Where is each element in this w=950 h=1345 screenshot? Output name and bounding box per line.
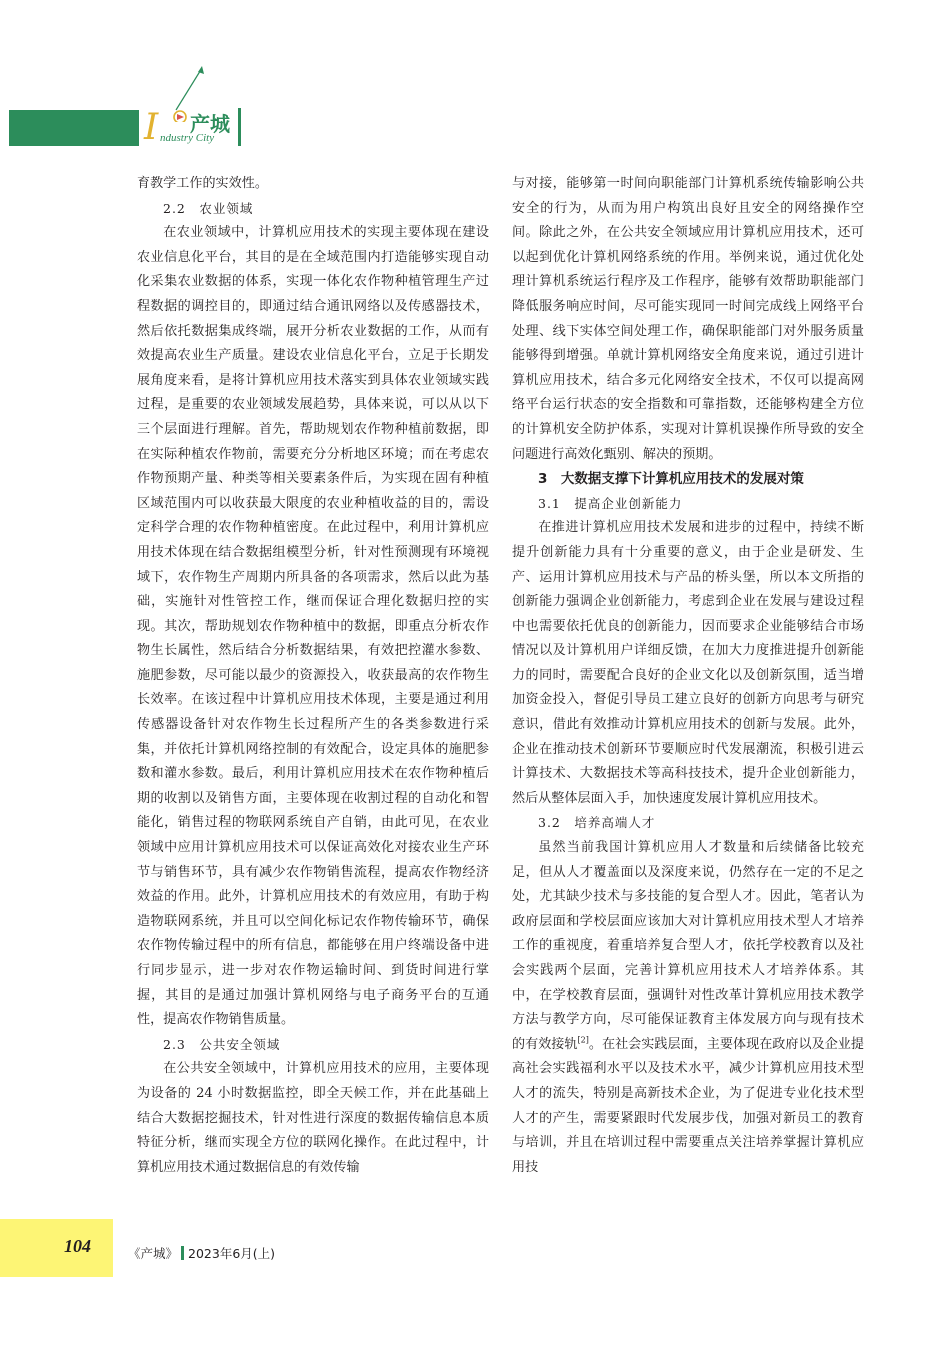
page-number-tab — [0, 1219, 113, 1277]
paragraph-text-continued: 。在社会实践层面，主要体现在政府以及企业提高社会实践福利水平以及技术水平，减少计算机应用技术型人才的流失，特别是高新技术企业，为了促进专业化技术型人才的产生，需要紧跟时代发展步伐，加强对新员工的教育与培训，并且在培训过程中需要重点关注培养掌握计算机应用技 — [512, 1036, 865, 1175]
footer-issue: 2023年6月(上) — [188, 1246, 276, 1261]
paragraph — [137, 1057, 489, 1180]
paragraph — [512, 836, 864, 1180]
subsection-heading: 2.3 公共安全领域 — [163, 1036, 281, 1052]
header-color-bar — [9, 110, 139, 146]
paragraph — [512, 516, 864, 811]
footer-divider — [181, 1246, 184, 1260]
right-text-column — [512, 172, 864, 1180]
subsection-heading: 3.2 培养高端人才 — [538, 815, 656, 831]
logo-letter: I — [144, 107, 159, 148]
left-text-column — [137, 172, 489, 1180]
logo-title-cn: 产城 — [190, 112, 230, 136]
paragraph — [137, 172, 489, 197]
section-heading: 3 大数据支撑下计算机应用技术的发展对策 — [538, 471, 804, 488]
paragraph — [512, 172, 864, 467]
paragraph-text: 与对接，能够第一时间向职能部门计算机系统传输影响公共安全的行为，从而为用户构筑出良好且安全的网络操作空间。除此之外，在公共安全领域应用计算机应用技术，还可以起到优化计算机网络系统的作用。举例来说，通过优化处理计算机系统运行程序及工作程序，能够有效帮助职能部门降低服务响应时间，尽可能实现同一时间完成线上网络平台处理、线下实体空间处理工作，确保职能部门对外服务质量能够得到增强。单就计算机网络安全角度来说，通过引进计算机应用技术，结合多元化网络安全技术，不仅可以提高网络平台运行状态的安全指数和可靠指数，还能够构建全方位的计算机安全防护体系，实现对计算机误操作所导致的安全问题进行高效化甄别、解决的预期。 — [512, 176, 864, 462]
footer-journal-info — [128, 1244, 275, 1262]
footer-journal: 《产城》 — [128, 1246, 179, 1261]
paragraph-text: 虽然当前我国计算机应用人才数量和后续储备比较充足，但从人才覆盖面以及深度来说，仍然存在一定的不足之处，尤其缺少技术与多技能的复合型人才。因此，笔者认为政府层面和学校层面应该加大对计算机应用技术型人才培养工作的重视度，着重培养复合型人才，依托学校教育以及社会实践两个层面，完善计算机应用技术人才培养体系。其中，在学校教育层面，强调针对性改革计算机应用技术教学方法与教学方向，尽可能保证教育主体发展方向与现有技术的有效接轨 — [512, 840, 864, 1052]
paragraph-text: 在农业领域中，计算机应用技术的实现主要体现在建设农业信息化平台，其目的是在全域范围内打造能够实现自动化采集农业数据的体系，实现一体化农作物种植管理生产过程数据的调控目的，即通过结合通讯网络以及传感器技术，然后依托数据集成终端，展开分析农业数据的工作，从而有效提高农业生产质量。建设农业信息化平台，立足于长期发展角度来看，是将计算机应用技术落实到具体农业领域实践过程，是重要的农业领域发展趋势，具体来说，可以从以下三个层面进行理解。首先，帮助规划农作物种植前数据，即在实际种植农作物前，需要充分分析地区环境；而在考虑农作物预期产量、种类等相关要素条件后，为实现在固有种植区域范围内可以收获最大限度的农业种植收益的目的，需设定科学合理的农作物种植密度。在此过程中，利用计算机应用技术体现在结合数据组模型分析，针对性预测现有环境视域下，农作物生产周期内所具备的各项需求，然后以此为基础，实施针对性管控工作，继而保证合理化数据归控的实现。其次，帮助规划农作物种植中的数据，即重点分析农作物生长属性，然后结合分析数据结果，有效把控灌水参数、施肥参数，尽可能以最少的资源投入，收获最高的农作物生长效率。在该过程中计算机应用技术体现，主要是通过利用传感器设备针对农作物生长过程所产生的各类参数进行采集，并依托计算机网络控制的有效配合，设定具体的施肥参数和灌水参数。最后，利用计算机应用技术在农作物种植后期的收割以及销售方面，主要体现在收割过程的自动化和智能化，销售过程的物联网系统自产自销，由此可见，在农业领域中应用计算机应用技术可以保证高效化对接农业生产环节与销售环节，具有减少农作物销售流程，提高农作物经济效益的作用。此外，计算机应用技术的有效应用，有助于构造物联网系统，并且可以空间化标记农作物传输环节，确保农作物传输过程中的所有信息，都能够在用户终端设备中进行同步显示，进一步对农作物运输时间、到货时间进行掌握，其目的是通过加强计算机网络与电子商务平台的互通性，提高农作物销售质量。 — [137, 225, 489, 1028]
paragraph-text: 在公共安全领域中，计算机应用技术的应用，主要体现为设备的 24 小时数据监控，即全天候工作，并在此基础上结合大数据挖掘技术，针对性进行深度的数据传输信息本质特征分析，继而实现全方位的联网化操作。在此过程中，计算机应用技术通过数据信息的有效传输 — [137, 1061, 489, 1175]
logo-divider — [238, 108, 241, 146]
paragraph-text: 在推进计算机应用技术发展和进步的过程中，持续不断提升创新能力具有十分重要的意义，由于企业是研发、生产、运用计算机应用技术与产品的桥头堡，所以本文所指的创新能力强调企业创新能力，考虑到企业在发展与建设过程中也需要依托优良的创新能力，因而要求企业能够结合市场情况以及计算机用户详细反馈，在加大力度推进提升创新能力的同时，需要配合良好的企业文化以及创新氛围，适当增加资金投入，督促引导员工建立良好的创新方向思考与研究意识，借此有效推动计算机应用技术的创新与发展。此外，企业在推动技术创新环节要顺应时代发展潮流，积极引进云计算技术、大数据技术等高科技技术，提升企业创新能力，然后从整体层面入手，加快速度发展计算机应用技术。 — [512, 520, 864, 806]
logo-subtitle: ndustry City — [160, 132, 215, 144]
citation-ref: [2] — [577, 1035, 589, 1045]
paragraph-text: 育教学工作的实效性。 — [137, 176, 268, 191]
subsection-heading: 2.2 农业领域 — [163, 200, 254, 216]
paragraph — [137, 221, 489, 1033]
page-number: 104 — [64, 1236, 91, 1256]
subsection-heading: 3.1 提高企业创新能力 — [538, 495, 683, 511]
